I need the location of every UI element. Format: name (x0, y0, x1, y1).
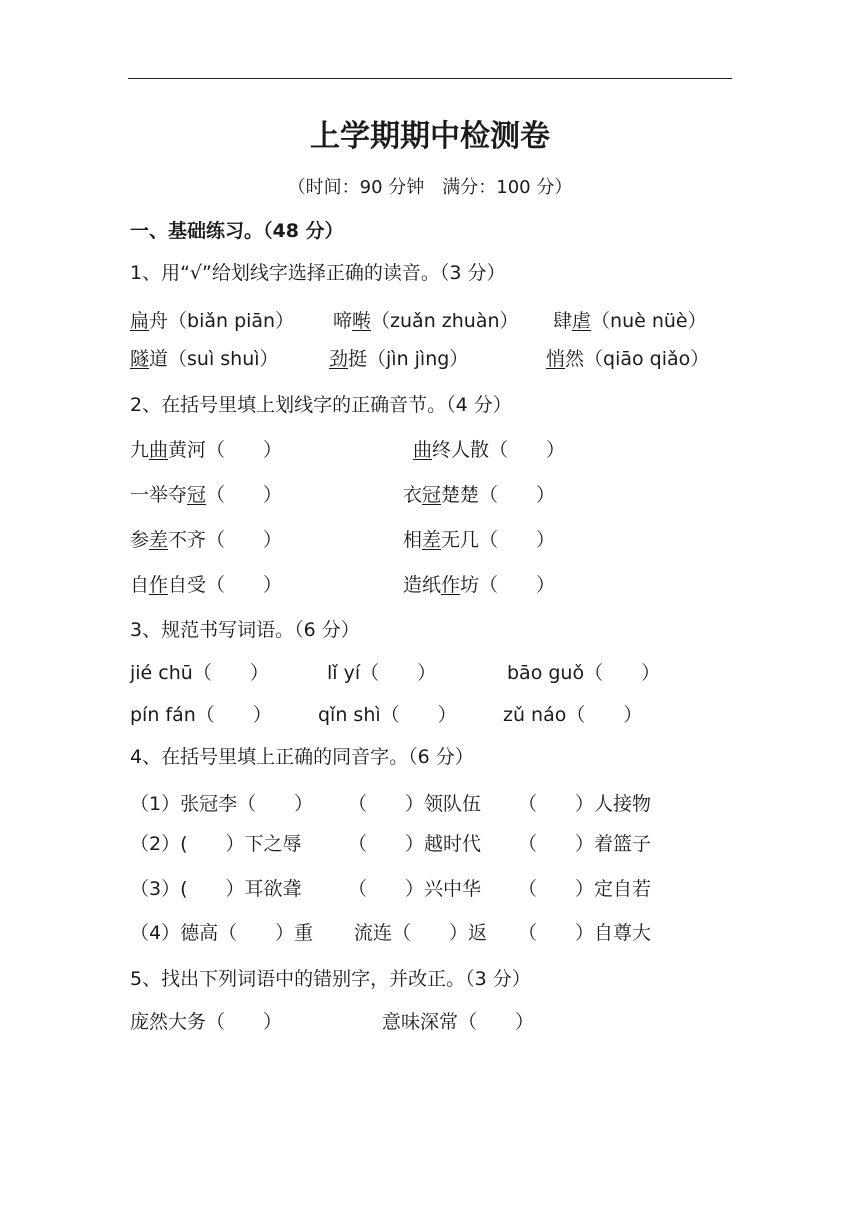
fill-item: 九曲黄河（ ） (130, 439, 283, 461)
pinyin-choice: 隧道（suì shuì） (130, 348, 279, 370)
homophone-item: （1）张冠李（ ） (130, 793, 314, 815)
homophone-item: 流连（ ）返 (354, 922, 488, 944)
fill-item: 相差无几（ ） (403, 529, 556, 551)
exam-info: （时间：90 分钟 满分：100 分） (287, 177, 573, 198)
correction-item: 庞然大务（ ） (130, 1011, 283, 1033)
question-prompt: 2、在括号里填上划线字的正确音节。（4 分） (130, 394, 512, 416)
section-heading: 一、基础练习。（48 分） (130, 220, 344, 242)
question-prompt: 1、用“√”给划线字选择正确的读音。（3 分） (130, 262, 506, 284)
question-prompt: 3、规范书写词语。（6 分） (130, 619, 360, 641)
header-rule (128, 78, 732, 79)
homophone-item: （ ）着篮子 (518, 833, 652, 855)
homophone-item: （ ）定自若 (518, 878, 652, 900)
pinyin-choice: 悄然（qiāo qiǎo） (546, 348, 710, 370)
pinyin-word: qǐn shì（ ） (318, 704, 457, 726)
pinyin-choice: 扁舟（biǎn piān） (130, 310, 295, 332)
homophone-item: （ ）兴中华 (348, 878, 482, 900)
fill-item: 自作自受（ ） (130, 574, 283, 596)
pinyin-choice: 劲挺（jìn jìng） (329, 348, 469, 370)
fill-item: 参差不齐（ ） (130, 529, 283, 551)
fill-item: 一举夺冠（ ） (130, 484, 283, 506)
question-prompt: 4、在括号里填上正确的同音字。（6 分） (130, 746, 474, 768)
homophone-item: （3）( ）耳欲聋 (130, 878, 302, 900)
homophone-item: （ ）越时代 (348, 833, 482, 855)
page-title: 上学期期中检测卷 (310, 119, 550, 154)
pinyin-word: zǔ náo（ ） (503, 704, 643, 726)
correction-item: 意味深常（ ） (382, 1011, 535, 1033)
fill-item: 衣冠楚楚（ ） (403, 484, 556, 506)
homophone-item: （4）德高（ ）重 (130, 922, 314, 944)
homophone-item: （ ）自尊大 (518, 922, 652, 944)
pinyin-choice: 肆虐（nuè nüè） (553, 310, 707, 332)
pinyin-word: jié chū（ ） (130, 662, 269, 684)
pinyin-word: pín fán（ ） (130, 704, 272, 726)
homophone-item: （ ）领队伍 (348, 793, 482, 815)
pinyin-choice: 啼啭（zuǎn zhuàn） (333, 310, 519, 332)
homophone-item: （ ）人接物 (518, 793, 652, 815)
pinyin-word: bāo guǒ（ ） (507, 662, 661, 684)
question-prompt: 5、找出下列词语中的错别字，并改正。（3 分） (130, 968, 531, 990)
fill-item: 曲终人散（ ） (413, 439, 566, 461)
pinyin-word: lǐ yí（ ） (327, 662, 437, 684)
fill-item: 造纸作坊（ ） (403, 574, 556, 596)
homophone-item: （2）( ）下之辱 (130, 833, 302, 855)
